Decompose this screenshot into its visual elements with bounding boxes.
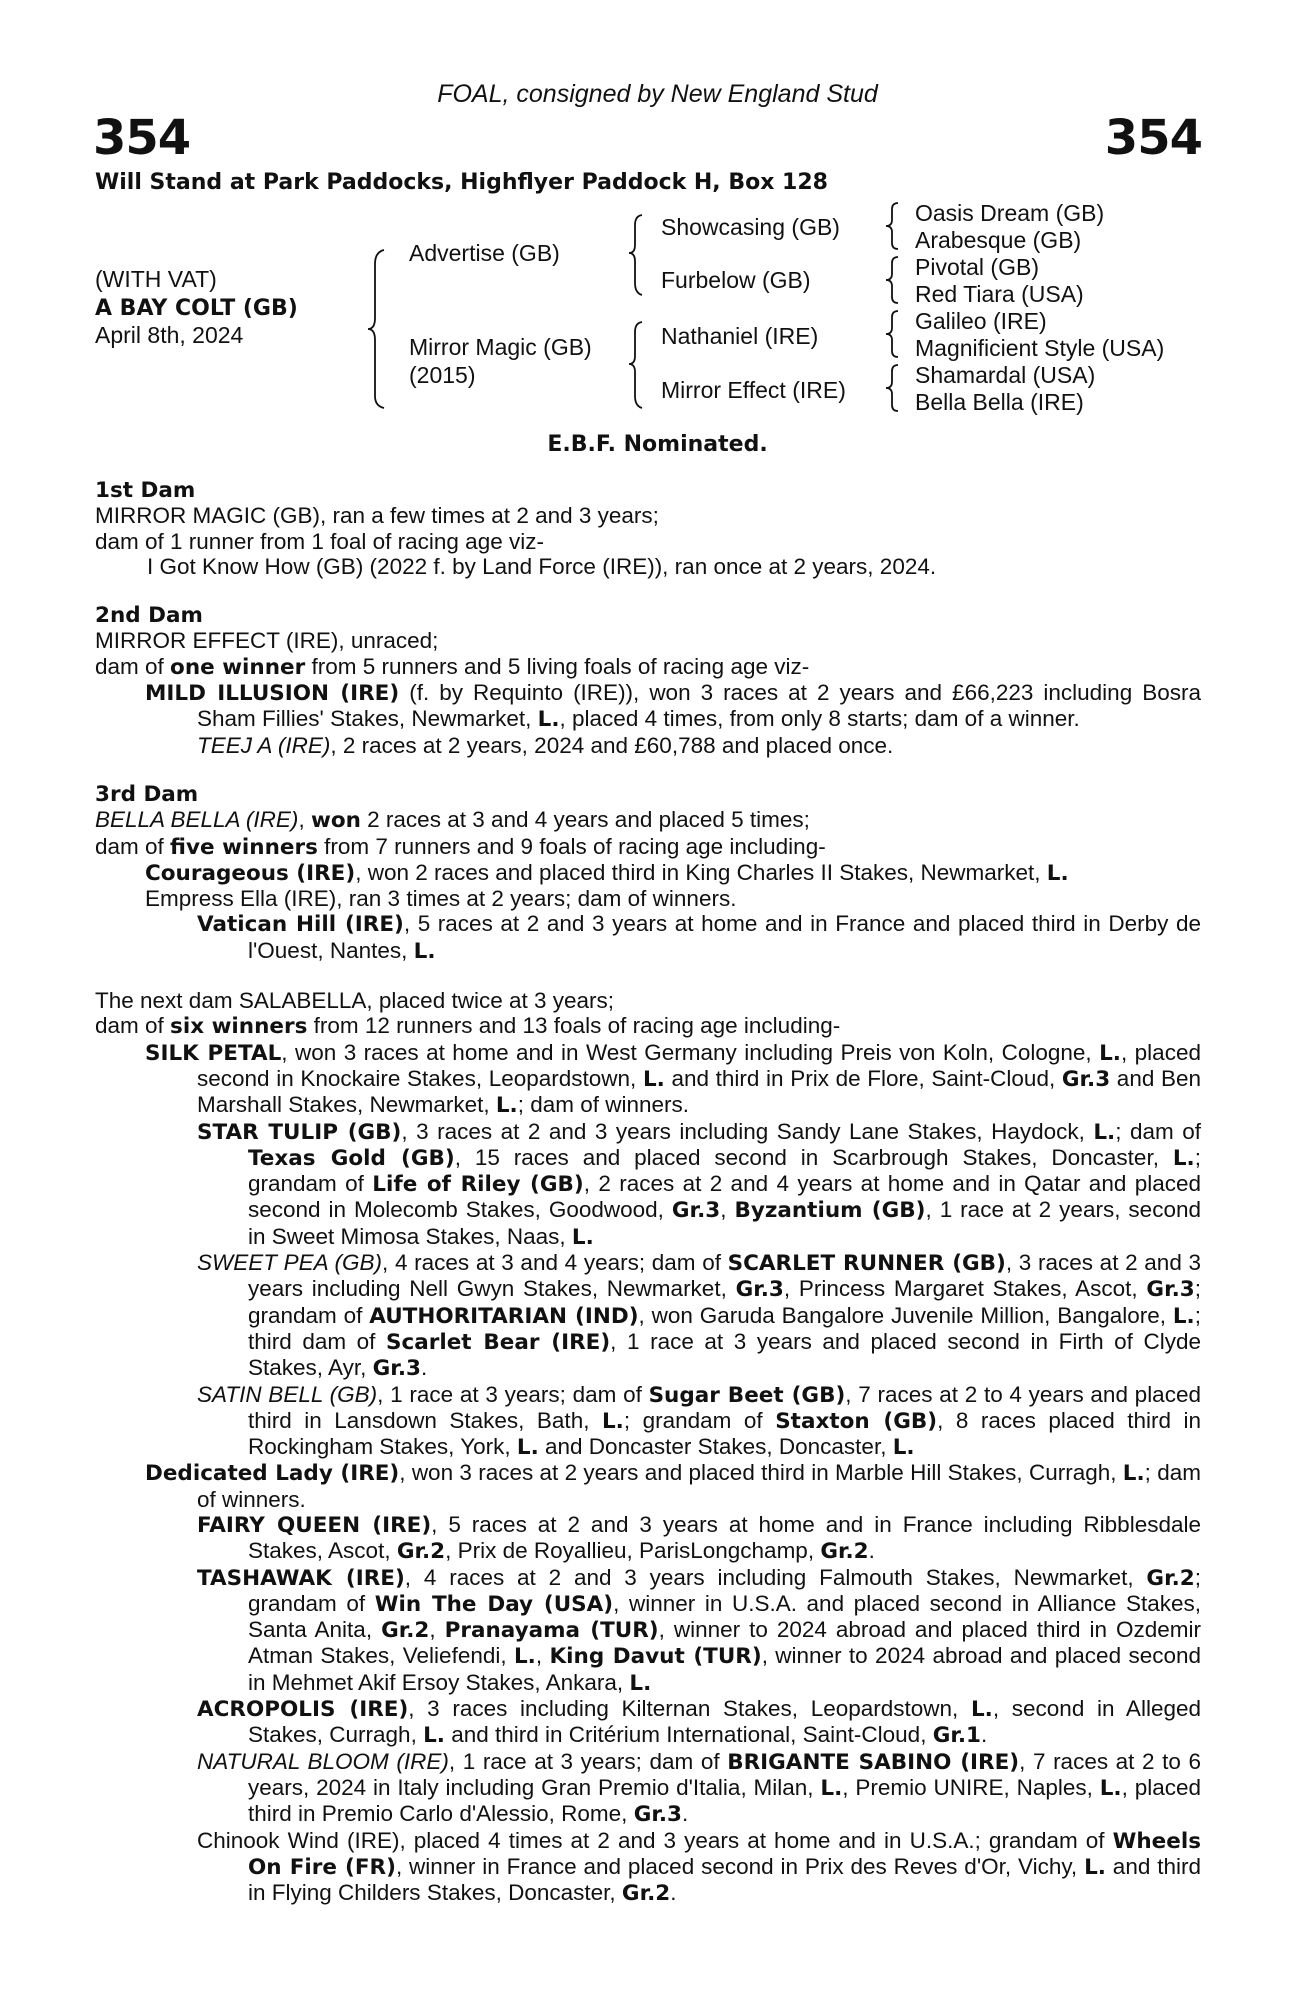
pedigree-brace-sire xyxy=(632,215,644,295)
second-dam-produce-2: TEEJ A (IRE), 2 races at 2 years, 2024 and £60,788 and placed once. xyxy=(197,732,894,758)
produce-natural-bloom: NATURAL BLOOM (IRE), 1 race at 3 years; dam of BRIGANTE SABINO (IRE), 7 races at 2 to 6 years, 2024 in Italy including Gran Premio d'Italia, Milan, L., Premio UNIRE, Naples, L., placed third in Premio Carlo d'Alessio, Rome, Gr.3. xyxy=(197,1748,1201,1828)
stand-location: Will Stand at Park Paddocks, Highflyer Paddock H, Box 128 xyxy=(95,170,828,195)
second-dam-line-2: dam of one winner from 5 runners and 5 living foals of racing age viz- xyxy=(95,653,810,680)
third-dam-produce-2: Empress Ella (IRE), ran 3 times at 2 years; dam of winners. xyxy=(145,886,737,912)
dam-name: Mirror Magic (GB) xyxy=(409,334,592,360)
first-dam-line-2: dam of 1 runner from 1 foal of racing age viz- xyxy=(95,528,544,554)
fourth-dam-line-1: The next dam SALABELLA, placed twice at 3 years; xyxy=(95,988,615,1014)
pedigree-brace-g3-1 xyxy=(888,203,902,249)
catalogue-body xyxy=(95,478,1201,1906)
vat-note: (WITH VAT) xyxy=(95,266,217,292)
produce-chinook-wind: Chinook Wind (IRE), placed 4 times at 2 and 3 years at home and in U.S.A.; grandam of Wheels On Fire (FR), winner in France and placed second in Prix des Reves d'Or, Vichy, L. and third in Flying Childers Stakes, Doncaster, Gr.2. xyxy=(197,1827,1201,1907)
dam-sire: Nathaniel (IRE) xyxy=(661,323,819,349)
pedigree-brace-g3-3 xyxy=(888,311,902,357)
produce-dedicated-lady: Dedicated Lady (IRE), won 3 races at 2 years and placed third in Marble Hill Stakes, Curragh, L.; dam of winners. xyxy=(145,1460,1201,1512)
fourth-dam-line-2: dam of six winners from 12 runners and 13 foals of racing age including- xyxy=(95,1013,841,1040)
consignment-line: FOAL, consigned by New England Stud xyxy=(437,80,878,108)
pedigree-g3-4: Red Tiara (USA) xyxy=(915,281,1084,307)
pedigree-g3-5: Galileo (IRE) xyxy=(915,308,1047,334)
sire-dam: Furbelow (GB) xyxy=(661,267,811,293)
produce-sweet-pea: SWEET PEA (GB), 4 races at 3 and 4 years; dam of SCARLET RUNNER (GB), 3 races at 2 and 3 years including Nell Gwyn Stakes, Newmarket, Gr.3, Princess Margaret Stakes, Ascot, Gr.3; grandam of AUTHORITARIAN (IND), won Garuda Bangalore Juvenile Million, Bangalore, L.; third dam of Scarlet Bear (IRE), 1 race at 3 years and placed second in Firth of Clyde Stakes, Ayr, Gr.3. xyxy=(197,1250,1202,1382)
pedigree-brace-g1 xyxy=(372,250,386,408)
produce-tashawak: TASHAWAK (IRE), 4 races at 2 and 3 years including Falmouth Stakes, Newmarket, Gr.2; grandam of Win The Day (USA), winner in U.S.A. and placed second in Alliance Stakes, Santa Anita, Gr.2, Pranayama (TUR), winner to 2024 abroad and placed third in Ozdemir Atman Stakes, Veliefendi, L., King Davut (TUR), winner to 2024 abroad and placed second in Mehmet Akif Ersoy Stakes, Ankara, L. xyxy=(197,1564,1202,1696)
produce-star-tulip: STAR TULIP (GB), 3 races at 2 and 3 years including Sandy Lane Stakes, Haydock, L.; dam of Texas Gold (GB), 15 races and placed second in Scarbrough Stakes, Doncaster, L.; grandam of Life of Riley (GB), 2 races at 2 and 4 years at home and in Qatar and placed second in Molecomb Stakes, Goodwood, Gr.3, Byzantium (GB), 1 race at 2 years, second in Sweet Mimosa Stakes, Naas, L. xyxy=(197,1118,1201,1250)
second-dam-produce-1: MILD ILLUSION (IRE) (f. by Requinto (IRE)), won 3 races at 2 years and £66,223 including Bosra Sham Fillies' Stakes, Newmarket, L., placed 4 times, from only 8 starts; dam of a winner. xyxy=(145,680,1201,733)
lot-number-right: 354 xyxy=(1104,110,1202,166)
pedigree-g3-6: Magnificient Style (USA) xyxy=(915,335,1165,361)
first-dam-line-1: MIRROR MAGIC (GB), ran a few times at 2 and 3 years; xyxy=(95,503,659,529)
pedigree-g3-8: Bella Bella (IRE) xyxy=(915,389,1084,415)
dam-dam: Mirror Effect (IRE) xyxy=(661,377,846,403)
produce-satin-bell: SATIN BELL (GB), 1 race at 3 years; dam of Sugar Beet (GB), 7 races at 2 to 4 years and placed third in Lansdown Stakes, Bath, L.; grandam of Staxton (GB), 8 races placed third in Rockingham Stakes, York, L. and Doncaster Stakes, Doncaster, L. xyxy=(197,1381,1202,1461)
horse-name: A BAY COLT (GB) xyxy=(95,296,298,321)
first-dam-produce-1: I Got Know How (GB) (2022 f. by Land Force (IRE)), ran once at 2 years, 2024. xyxy=(147,553,937,579)
pedigree-g3-1: Oasis Dream (GB) xyxy=(915,200,1105,226)
sire-sire: Showcasing (GB) xyxy=(661,214,840,240)
produce-fairy-queen: FAIRY QUEEN (IRE), 5 races at 2 and 3 years at home and in France including Ribblesdale Stakes, Ascot, Gr.2, Prix de Royallieu, ParisLongchamp, Gr.2. xyxy=(197,1511,1201,1565)
third-dam-heading: 3rd Dam xyxy=(95,781,199,807)
pedigree-brace-g3-4 xyxy=(888,365,902,411)
lot-number-left: 354 xyxy=(93,110,191,166)
pedigree-g3-3: Pivotal (GB) xyxy=(915,254,1039,280)
first-dam-heading: 1st Dam xyxy=(95,478,196,503)
pedigree-g3-2: Arabesque (GB) xyxy=(915,227,1082,253)
third-dam-line-1: BELLA BELLA (IRE), won 2 races at 3 and 4 years and placed 5 times; xyxy=(95,807,810,834)
pedigree-brace-g3-2 xyxy=(888,257,902,303)
foaling-date: April 8th, 2024 xyxy=(95,322,244,348)
dam-year: (2015) xyxy=(409,362,476,388)
third-dam-produce-1: Courageous (IRE), won 2 races and placed third in King Charles II Stakes, Newmarket, L. xyxy=(145,859,1069,886)
second-dam-heading: 2nd Dam xyxy=(95,603,203,629)
third-dam-line-2: dam of five winners from 7 runners and 9 foals of racing age including- xyxy=(95,833,826,860)
pedigree-g3-7: Shamardal (USA) xyxy=(915,362,1096,388)
third-dam-produce-3: Vatican Hill (IRE), 5 races at 2 and 3 years at home and in France and placed third in Derby de l'Ouest, Nantes, L. xyxy=(197,911,1201,964)
produce-silk-petal: SILK PETAL, won 3 races at home and in West Germany including Preis von Koln, Cologne, L., placed second in Knockaire Stakes, Leopardstown, L. and third in Prix de Flore, Saint-Cloud, Gr.3 and Ben Marshall Stakes, Newmarket, L.; dam of winners. xyxy=(145,1039,1202,1119)
ebf-nominated: E.B.F. Nominated. xyxy=(547,432,768,457)
second-dam-line-1: MIRROR EFFECT (IRE), unraced; xyxy=(95,628,439,654)
pedigree-brace-dam xyxy=(632,322,644,408)
sire-name: Advertise (GB) xyxy=(409,240,560,266)
produce-acropolis: ACROPOLIS (IRE), 3 races including Kilternan Stakes, Leopardstown, L., second in Alleged Stakes, Curragh, L. and third in Critérium International, Saint-Cloud, Gr.1. xyxy=(197,1696,1201,1749)
